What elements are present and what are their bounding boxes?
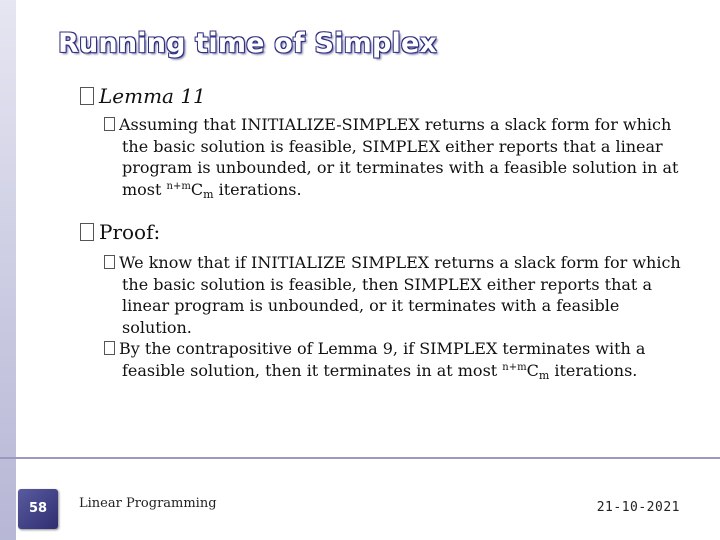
bullet-icon xyxy=(80,223,94,241)
bullet-icon xyxy=(104,255,115,269)
slide-number: 58 xyxy=(28,501,48,516)
lemma-sup: n+m xyxy=(166,180,191,192)
lemma-sub: m xyxy=(203,187,214,201)
proof-sup: n+m xyxy=(502,361,527,373)
proof-paragraph-2b: iterations. xyxy=(549,360,638,380)
bullet-icon xyxy=(104,117,115,131)
lemma-base: C xyxy=(190,179,204,199)
decorative-side-band xyxy=(0,0,16,540)
footer-divider xyxy=(0,457,720,459)
proof-paragraph-2a: By the contrapositive of Lemma 9, if SIMPLEX terminates with a feasible solution, then it terminates in at most xyxy=(119,339,646,380)
lemma-text-a: Assuming that INITIALIZE-SIMPLEX returns a slack form for which the basic solution is feasible, SIMPLEX either reports that a linear program is unbounded, or it terminates with a feasible solution in at most xyxy=(119,115,679,199)
proof-heading: Proof: xyxy=(99,220,161,244)
lemma-statement xyxy=(104,114,684,200)
proof-heading-item xyxy=(80,220,160,244)
bullet-icon xyxy=(104,341,115,355)
footer-date: 21-10-2021 xyxy=(596,500,680,515)
lemma-heading-item xyxy=(80,84,206,108)
lemma-heading: Lemma 11 xyxy=(99,84,206,108)
proof-base: C xyxy=(526,360,539,380)
lemma-text-b: iterations. xyxy=(213,179,302,199)
bullet-icon xyxy=(80,87,94,105)
slide-title: Running time of Simplex xyxy=(58,28,438,59)
proof-body xyxy=(104,252,684,381)
proof-sub: m xyxy=(538,368,550,382)
proof-paragraph-1: We know that if INITIALIZE SIMPLEX returns a slack form for which the basic solution is feasible, then SIMPLEX either reports that a linear program is unbounded, or it terminates with a feasible solution. xyxy=(119,253,681,337)
footer-course: Linear Programming xyxy=(79,496,217,511)
